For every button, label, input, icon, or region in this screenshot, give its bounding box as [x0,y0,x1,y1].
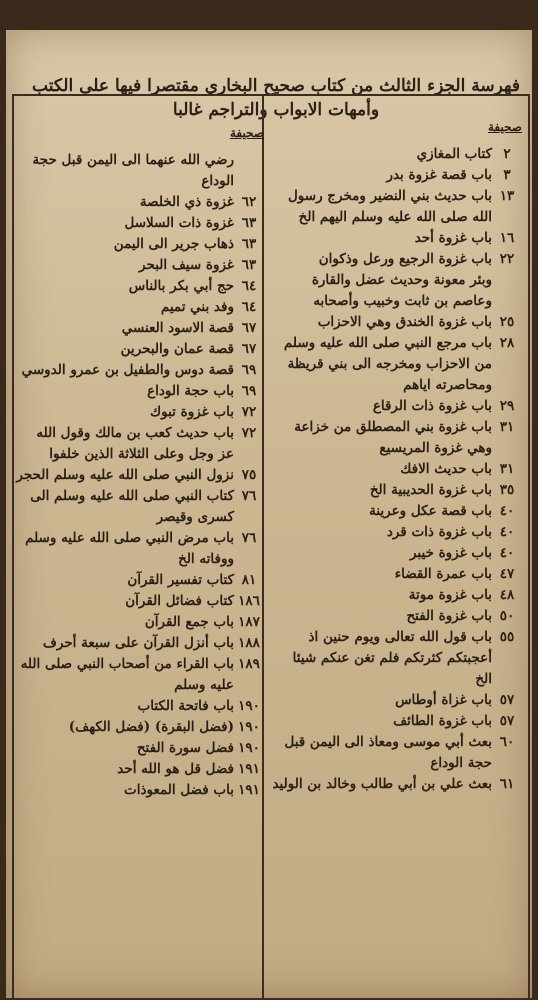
entry-title: باب غزوة موتة [408,587,492,603]
page-number: ٦٣ [241,215,257,231]
entry-title: كسرى وقيصر [156,509,234,525]
entry-title: قصة الاسود العنسي [121,320,234,336]
entry-title: باب حديث بني النضير ومخرج رسول [287,188,492,204]
index-entry [16,654,264,675]
index-entry [272,480,522,501]
page-number: ٦٣ [241,257,257,273]
index-entry [16,213,264,234]
index-entry [16,297,264,318]
page-number: ١٣ [499,188,515,204]
index-entry [16,339,264,360]
page-number: ٦٧ [241,320,257,336]
page-number: ٣٥ [499,482,515,498]
title-line-1: فهرسة الجزء الثالث من كتاب صحيح البخاري مقتصرا فيها على الكتب [32,76,520,96]
entry-title: كتاب النبي صلى الله عليه وسلم الى [30,488,234,504]
page-number: ١٨٩ [238,656,260,672]
page-number: ٦٢ [241,194,257,210]
page-number: ٧٢ [241,404,257,420]
page-number: ٥٧ [499,713,515,729]
entry-title: غزوة ذي الخلصة [139,194,234,210]
page-number: ٥٧ [499,692,515,708]
index-entry [272,459,522,480]
page-number: ٦٧ [241,341,257,357]
page-number: ١٦ [499,230,515,246]
page-number: ١٨٦ [238,593,260,609]
entry-title: باب مرجع النبي صلى الله عليه وسلم [283,335,492,351]
index-entry [16,528,264,549]
entry-title: ذهاب جرير الى اليمن [113,236,234,252]
entry-title: باب غزوة ذات قرد [386,524,492,540]
index-entry [272,711,522,732]
index-entry [272,207,522,228]
page-number: ٦٤ [241,299,257,315]
index-entry [16,402,264,423]
index-entry [16,360,264,381]
entry-title: وعاصم بن ثابت وخبيب وأصحابه [313,293,492,309]
index-entry [16,675,264,696]
entry-title: رضي الله عنهما الى اليمن قبل حجة الوداع [32,152,234,189]
page-number: ٧٦ [241,530,257,546]
page-number: ٥٠ [499,608,515,624]
page-number: ٢ [503,146,511,162]
page-number: ٧٢ [241,425,257,441]
index-entry [16,612,264,633]
page-number: ١٨٨ [238,635,260,651]
index-entry [272,522,522,543]
entry-title: وفد بني تميم [160,299,234,315]
index-entry [272,144,522,165]
index-entry [272,417,522,438]
index-entry [272,648,522,690]
page-number: ٧٦ [241,488,257,504]
entry-title: باب فاتحة الكتاب [137,698,234,714]
index-entry [16,633,264,654]
entry-title: حج أبي بكر بالناس [128,278,234,294]
index-entry [16,486,264,507]
entry-title: عز وجل وعلى الثلاثة الذين خلفوا [49,446,234,462]
page-number: ١٨٧ [238,614,260,630]
left-entries-list [16,150,264,801]
entry-title: حجة الوداع [430,755,492,771]
entry-title: وبئر معونة وحديث عضل والقارة [311,272,492,288]
page-number: ٧٥ [241,467,257,483]
index-entry [16,276,264,297]
page-number: ٦٤ [241,278,257,294]
entry-title: كتاب المغازي [416,146,492,162]
index-entry [272,333,522,354]
index-entry [16,318,264,339]
page-number: ٤٠ [499,545,515,561]
entry-title: قصة عمان والبحرين [120,341,234,357]
page-number: ٢٢ [499,251,515,267]
index-entry [272,501,522,522]
entry-title: باب غزوة تبوك [149,404,234,420]
right-column [272,120,522,795]
entry-title: باب غزوة الفتح [406,608,492,624]
page-number: ٥٥ [499,629,515,645]
index-entry [16,696,264,717]
entry-title: باب قصة عكل وعرينة [369,503,492,519]
page-number: ٢٩ [499,398,515,414]
index-entry [272,165,522,186]
index-entry [272,375,522,396]
entry-title: باب جمع القرآن [144,614,234,630]
page-number: ٦٩ [241,362,257,378]
page-number: ١٩٠ [238,740,260,756]
entry-title: فضل سورة الفتح [136,740,234,756]
entry-title: باب غزوة خيبر [409,545,492,561]
index-entry [16,255,264,276]
entry-title: باب القراء من أصحاب النبي صلى الله [20,656,234,672]
entry-title: (فضل البقرة) (فضل الكهف) [68,719,234,735]
page-number: ٦٩ [241,383,257,399]
entry-title: باب غزوة الحديبية الخ [369,482,492,498]
index-entry [272,228,522,249]
entry-title: باب عمرة القضاء [394,566,492,582]
page-number: ٤٨ [499,587,515,603]
right-column-header: صحيفة [487,120,522,134]
entry-title: كتاب فضائل القرآن [125,593,234,609]
index-entry [16,465,264,486]
page-number: ١٩١ [238,782,260,798]
entry-title: باب قول الله تعالى ويوم حنين اذ [308,629,492,645]
entry-title: باب غزوة ذات الرقاع [372,398,492,414]
index-entry [16,738,264,759]
index-entry [272,753,522,774]
index-entry [272,396,522,417]
entry-title: غزوة ذات السلاسل [124,215,234,231]
entry-title: كتاب تفسير القرآن [127,572,234,588]
index-entry [16,780,264,801]
entry-title: عليه وسلم [174,677,234,693]
entry-title: باب مرض النبي صلى الله عليه وسلم [25,530,234,546]
index-entry [272,543,522,564]
entry-title: غزوة سيف البحر [139,257,234,273]
index-entry [272,438,522,459]
page-number: ٦٣ [241,236,257,252]
page-number: ١٩١ [238,761,260,777]
entry-title: أعجبتكم كثرتكم فلم تغن عنكم شيئا الخ [292,650,492,687]
index-entry [272,627,522,648]
index-entry [272,585,522,606]
left-column [16,126,264,801]
entry-title: ومحاصرته اياهم [403,377,492,393]
page-number: ٤٧ [499,566,515,582]
entry-title: باب حديث كعب بن مالك وقول الله [36,425,234,441]
entry-title: باب فضل المعوذات [124,782,234,798]
entry-title: باب غزوة الطائف [393,713,492,729]
index-entry [272,774,522,795]
entry-title: باب غزوة أحد [414,230,492,246]
index-entry [16,381,264,402]
index-entry [16,234,264,255]
entry-title: بعث علي بن أبي طالب وخالد بن الوليد [272,776,492,792]
entry-title: وهي غزوة المريسيع [379,440,492,456]
index-entry [272,354,522,375]
right-entries-list [272,144,522,795]
entry-title: باب أنزل القرآن على سبعة أحرف [42,635,234,651]
index-entry [16,591,264,612]
index-entry [272,291,522,312]
index-entry [16,444,264,465]
index-entry [272,186,522,207]
page-number: ١٩٠ [238,698,260,714]
page-number: ٨١ [241,572,257,588]
entry-title: باب غزوة الرجيع ورعل وذكوان [318,251,492,267]
entry-title: باب قصة غزوة بدر [386,167,492,183]
entry-title: باب حجة الوداع [147,383,234,399]
index-entry [16,150,264,192]
entry-title: فضل قل هو الله أحد [117,761,234,777]
entry-title: باب حديث الافك [400,461,492,477]
entry-title: بعث أبي موسى ومعاذ الى اليمن قبل [284,734,492,750]
page-number: ٣ [503,167,511,183]
index-entry [272,732,522,753]
index-entry [272,690,522,711]
title-line-2: وأمهات الابواب والتراجم غالبا [172,100,380,120]
page-number: ٢٨ [499,335,515,351]
index-entry [16,759,264,780]
index-entry [16,549,264,570]
page-number: ١٩٠ [238,719,260,735]
index-entry [272,249,522,270]
index-entry [272,312,522,333]
page-number: ٤٠ [499,524,515,540]
page-number: ٤٠ [499,503,515,519]
entry-title: من الاحزاب ومخرجه الى بني قريظة [287,356,492,372]
index-entry [272,564,522,585]
page-number: ٣١ [499,419,515,435]
entry-title: باب غزاة أوطاس [395,692,492,708]
entry-title: قصة دوس والطفيل بن عمرو الدوسي [21,362,234,378]
index-entry [272,270,522,291]
entry-title: باب غزوة بني المصطلق من خزاعة [294,419,492,435]
entry-title: باب غزوة الخندق وهي الاحزاب [317,314,492,330]
page-number: ٦١ [499,776,515,792]
entry-title: نزول النبي صلى الله عليه وسلم الحجر [16,467,234,483]
page-number: ٢٥ [499,314,515,330]
index-entry [16,507,264,528]
index-entry [16,192,264,213]
index-entry [16,423,264,444]
page-number: ٣١ [499,461,515,477]
page-number: ٦٠ [499,734,515,750]
index-entry [16,570,264,591]
left-column-header: صحيفة [229,126,264,140]
index-entry [16,717,264,738]
index-entry [272,606,522,627]
entry-title: الله صلى الله عليه وسلم اليهم الخ [298,209,492,225]
entry-title: ووفاته الخ [178,551,234,567]
